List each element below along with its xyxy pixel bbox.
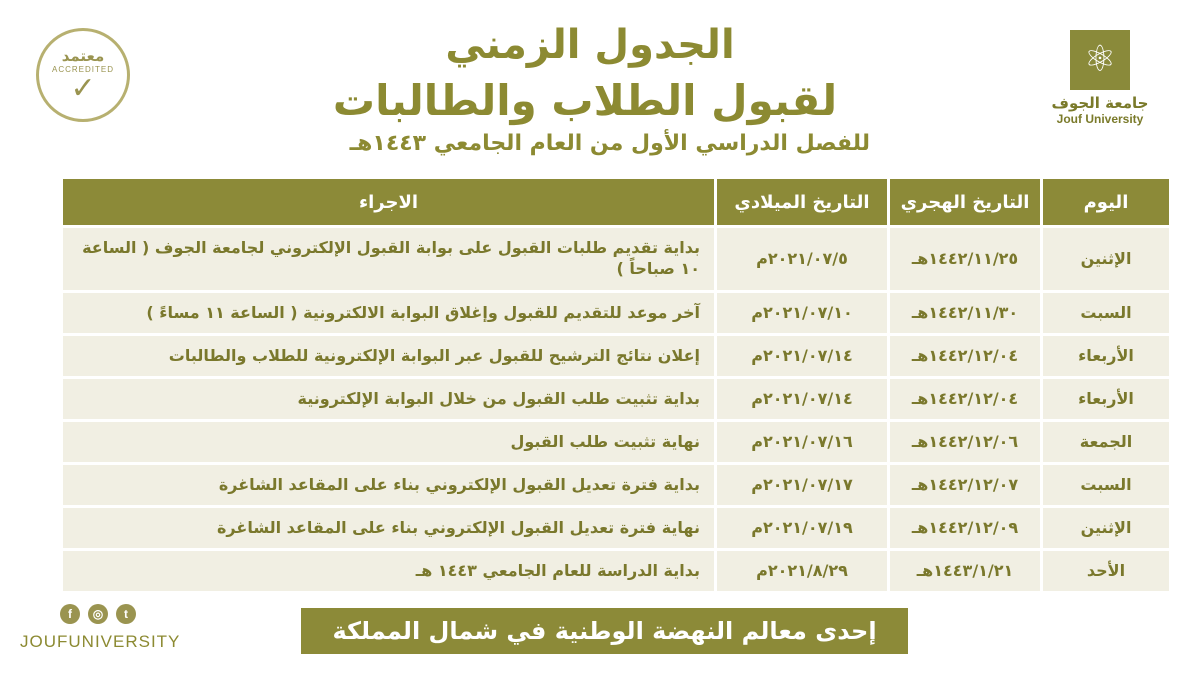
table-row	[63, 228, 1169, 290]
social-icons	[60, 604, 136, 624]
cell-hijri: ١٤٤٢/١٢/٠٩هـ	[890, 508, 1040, 548]
table-row	[63, 336, 1169, 376]
cell-action: آخر موعد للتقديم للقبول وإغلاق البوابة الالكترونية ( الساعة ١١ مساءً )	[63, 293, 714, 333]
cell-action: بداية تقديم طلبات القبول على بوابة القبول الإلكتروني لجامعة الجوف ( الساعة ١٠ صباحاً )	[63, 228, 714, 290]
cell-day: الأربعاء	[1043, 379, 1169, 419]
cell-action: نهاية فترة تعديل القبول الإلكتروني بناء على المقاعد الشاغرة	[63, 508, 714, 548]
table-row	[63, 465, 1169, 505]
cell-gregorian: ٢٠٢١/٨/٢٩م	[717, 551, 887, 591]
cell-gregorian: ٢٠٢١/٠٧/١٠م	[717, 293, 887, 333]
cell-day: الإثنين	[1043, 228, 1169, 290]
table-header-row	[63, 179, 1169, 225]
cell-action: بداية تثبيت طلب القبول من خلال البوابة الإلكترونية	[63, 379, 714, 419]
cell-gregorian: ٢٠٢١/٠٧/١٧م	[717, 465, 887, 505]
cell-gregorian: ٢٠٢١/٠٧/١٤م	[717, 336, 887, 376]
page-subtitle: للفصل الدراسي الأول من العام الجامعي ١٤٤٣هـ	[349, 131, 870, 156]
page-title: الجدول الزمني	[445, 22, 735, 68]
cell-gregorian: ٢٠٢١/٠٧/٥م	[717, 228, 887, 290]
logo-name-en: Jouf University	[1056, 112, 1144, 126]
table-row	[63, 422, 1169, 462]
footer-slogan: إحدى معالم النهضة الوطنية في شمال المملكة	[301, 608, 908, 654]
admission-schedule-table	[60, 176, 1172, 594]
cell-hijri: ١٤٤٣/١/٢١هـ	[890, 551, 1040, 591]
cell-day: الجمعة	[1043, 422, 1169, 462]
header-day: اليوم	[1043, 179, 1169, 225]
table-row	[63, 551, 1169, 591]
cell-hijri: ١٤٤٢/١١/٣٠هـ	[890, 293, 1040, 333]
facebook-icon[interactable]: f	[60, 604, 80, 624]
cell-day: الإثنين	[1043, 508, 1169, 548]
cell-gregorian: ٢٠٢١/٠٧/١٩م	[717, 508, 887, 548]
cell-hijri: ١٤٤٢/١٢/٠٤هـ	[890, 379, 1040, 419]
cell-action: نهاية تثبيت طلب القبول	[63, 422, 714, 462]
cell-action: إعلان نتائج الترشيح للقبول عبر البوابة الإلكترونية للطلاب والطالبات	[63, 336, 714, 376]
logo-name-ar: جامعة الجوف	[1051, 94, 1149, 112]
instagram-icon[interactable]: ◎	[88, 604, 108, 624]
twitter-icon[interactable]: t	[116, 604, 136, 624]
cell-gregorian: ٢٠٢١/٠٧/١٦م	[717, 422, 887, 462]
header-action: الاجراء	[63, 179, 714, 225]
cell-action: بداية الدراسة للعام الجامعي ١٤٤٣ هـ	[63, 551, 714, 591]
atom-emblem-icon: ⚛	[1070, 30, 1130, 90]
social-handle: JOUFUNIVERSITY	[20, 632, 181, 651]
cell-day: السبت	[1043, 465, 1169, 505]
seal-label-en: ACCREDITED	[52, 64, 115, 74]
cell-gregorian: ٢٠٢١/٠٧/١٤م	[717, 379, 887, 419]
cell-hijri: ١٤٤٢/١٢/٠٦هـ	[890, 422, 1040, 462]
header-gregorian-date: التاريخ الميلادي	[717, 179, 887, 225]
cell-day: الأربعاء	[1043, 336, 1169, 376]
page-title-line2: لقبول الطلاب والطالبات	[332, 76, 838, 125]
cell-day: الأحد	[1043, 551, 1169, 591]
cell-hijri: ١٤٤٢/١٢/٠٧هـ	[890, 465, 1040, 505]
table-row	[63, 379, 1169, 419]
table-row	[63, 293, 1169, 333]
seal-label-ar: معتمد	[61, 46, 105, 65]
header-hijri-date: التاريخ الهجري	[890, 179, 1040, 225]
check-icon: ✓	[70, 70, 96, 106]
cell-hijri: ١٤٤٢/١٢/٠٤هـ	[890, 336, 1040, 376]
cell-hijri: ١٤٤٢/١١/٢٥هـ	[890, 228, 1040, 290]
cell-day: السبت	[1043, 293, 1169, 333]
table-row	[63, 508, 1169, 548]
cell-action: بداية فترة تعديل القبول الإلكتروني بناء على المقاعد الشاغرة	[63, 465, 714, 505]
